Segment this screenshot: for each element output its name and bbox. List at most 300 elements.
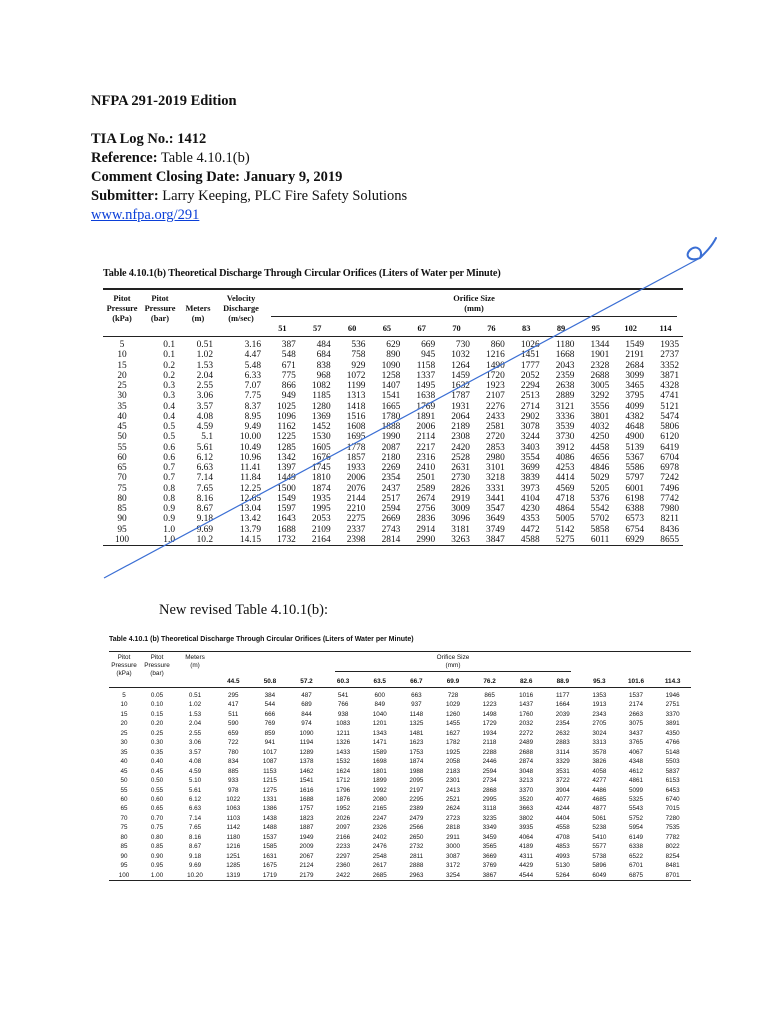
- new-table-row: [109, 767, 691, 776]
- old-table-cell: 2826: [451, 483, 470, 494]
- new-table-cell: 666: [264, 710, 276, 718]
- old-table-cell: 4569: [555, 483, 575, 494]
- new-table-cell: 5099: [629, 786, 644, 794]
- old-table-cell: 1264: [451, 360, 470, 371]
- new-table-cell: 5.61: [188, 786, 202, 794]
- new-table-cell: 5896: [592, 862, 607, 870]
- new-table-cell: 1029: [445, 701, 460, 709]
- old-table-cell: 1605: [311, 442, 331, 453]
- old-table-cell: 1490: [486, 360, 505, 371]
- old-table-cell: 2064: [451, 411, 470, 422]
- old-table-row: [103, 381, 683, 391]
- new-table-cell: 2179: [299, 871, 314, 879]
- old-table-cell: 70: [117, 473, 127, 484]
- old-table-cell: 25: [117, 381, 127, 391]
- new-table-cell: 1331: [262, 795, 277, 803]
- new-size-row: [109, 678, 691, 688]
- old-table-cell: 0.8: [163, 483, 175, 494]
- old-table-row: [103, 473, 683, 483]
- new-table-cell: 1437: [519, 701, 534, 709]
- new-table-row: [109, 842, 691, 851]
- old-table-cell: 13.04: [239, 504, 261, 514]
- old-table-cell: 0.7: [163, 463, 175, 473]
- new-table-cell: 4766: [665, 739, 680, 747]
- new-table-cell: 1488: [262, 824, 277, 832]
- old-table-cell: 2743: [381, 524, 401, 535]
- new-size-header: 76.2: [471, 678, 508, 688]
- new-table-cell: 2247: [372, 814, 387, 822]
- old-table-cell: 2076: [346, 483, 366, 494]
- new-table-cell: 0.80: [150, 833, 164, 841]
- new-table-cell: 1481: [409, 729, 424, 737]
- old-table-cell: 1530: [311, 432, 331, 443]
- new-table-cell: 3459: [482, 833, 497, 841]
- new-table-cell: 865: [484, 692, 495, 699]
- old-table-cell: 1096: [277, 411, 296, 422]
- new-table-cell: 1326: [336, 739, 351, 747]
- new-table-cell: 1688: [299, 795, 314, 803]
- old-table-cell: 684: [316, 350, 331, 361]
- new-table-cell: 1913: [592, 701, 607, 709]
- new-table-cell: 80: [120, 833, 128, 841]
- old-table-cell: 860: [490, 340, 505, 350]
- new-table-cell: 4544: [519, 871, 534, 879]
- old-table-cell: 7242: [660, 473, 679, 484]
- old-table-cell: 3554: [520, 452, 540, 463]
- new-table-cell: 1177: [556, 692, 570, 699]
- new-table-cell: 3349: [482, 824, 497, 832]
- new-table-row: [109, 852, 691, 861]
- old-table-cell: 3795: [625, 391, 645, 402]
- old-table-cell: 3649: [486, 514, 505, 525]
- old-table-cell: 2043: [555, 360, 575, 371]
- new-table-cell: 5543: [629, 805, 644, 813]
- new-table-cell: 4077: [555, 795, 570, 803]
- old-table-cell: 2337: [346, 524, 366, 535]
- old-table-cell: 536: [351, 340, 366, 350]
- new-table-cell: 1498: [482, 710, 497, 718]
- old-table-cell: 2275: [346, 514, 366, 525]
- old-table-cell: 1082: [311, 381, 331, 391]
- new-table-cell: 2166: [336, 833, 351, 841]
- new-table-cell: 769: [264, 720, 276, 728]
- old-table-cell: 5.48: [244, 360, 261, 371]
- new-table-cell: 0.55: [150, 786, 164, 794]
- handwritten-mark-icon: [688, 238, 716, 259]
- old-table-cell: 5376: [590, 493, 610, 504]
- new-table-cell: 1378: [299, 758, 314, 766]
- new-table-cell: 978: [228, 786, 239, 794]
- old-table-cell: 1418: [346, 401, 366, 412]
- old-table-cell: 3244: [520, 432, 540, 443]
- old-table-cell: 4846: [590, 463, 610, 473]
- new-size-header: 114.3: [654, 678, 691, 688]
- new-table-cell: 3235: [482, 814, 497, 822]
- new-table-cell: 8.67: [188, 843, 202, 851]
- old-table-cell: 2420: [451, 442, 470, 453]
- new-table-cell: 2343: [592, 710, 607, 718]
- old-size-header: 67: [404, 324, 439, 337]
- old-table-cell: 3403: [520, 442, 540, 453]
- new-table-cell: 1664: [555, 701, 570, 709]
- old-table-cell: 548: [281, 350, 296, 361]
- old-table-cell: 2756: [416, 504, 436, 514]
- new-table-cell: 0.20: [150, 720, 164, 728]
- new-table-cell: 2295: [409, 795, 424, 803]
- new-table-cell: 25: [120, 729, 128, 737]
- new-table-cell: 0.10: [150, 701, 164, 709]
- old-table-cell: 3801: [590, 411, 610, 422]
- new-table-cell: 1823: [299, 814, 314, 822]
- new-table-cell: 1325: [409, 720, 424, 728]
- new-table-cell: 1537: [629, 692, 644, 699]
- new-table-cell: 1260: [445, 710, 460, 718]
- old-table-cell: 2052: [520, 370, 540, 381]
- new-size-header: 60.3: [325, 678, 362, 688]
- old-table-cell: 1778: [346, 442, 366, 453]
- new-table-cell: 3172: [445, 862, 460, 870]
- new-table-cell: 4612: [629, 767, 644, 775]
- old-table-cell: 1280: [311, 401, 331, 412]
- old-table-cell: 2189: [451, 422, 470, 432]
- new-table-cell: 2521: [445, 795, 460, 803]
- old-table-cell: 484: [316, 340, 331, 350]
- new-table-row: [109, 795, 691, 804]
- new-table-cell: 3578: [592, 748, 607, 756]
- old-table-cell: 1025: [277, 401, 296, 412]
- old-table-row: [103, 504, 683, 514]
- old-table-cell: 6120: [660, 432, 679, 443]
- new-table-cell: 4064: [519, 833, 534, 841]
- old-table-cell: 3352: [660, 360, 679, 371]
- old-table-cell: 3730: [555, 432, 575, 443]
- old-table-cell: 6754: [625, 524, 645, 535]
- old-table-cell: 6198: [625, 493, 645, 504]
- new-table-cell: 3935: [519, 824, 534, 832]
- new-table-cell: 1251: [226, 852, 241, 860]
- old-table-cell: 4250: [590, 432, 610, 443]
- new-table-cell: 4486: [592, 786, 607, 794]
- new-table-cell: 0.85: [150, 843, 164, 851]
- new-table-cell: 2476: [372, 843, 387, 851]
- old-table-cell: 2269: [381, 463, 401, 473]
- old-table-cell: 6.12: [196, 452, 213, 463]
- new-table-cell: 590: [228, 720, 239, 728]
- old-table-cell: 8.37: [244, 401, 261, 412]
- old-table-cell: 2589: [416, 483, 436, 494]
- old-table-cell: 60: [117, 452, 127, 463]
- old-table-cell: 2669: [381, 514, 401, 525]
- new-table-cell: 1275: [262, 786, 277, 794]
- new-table-cell: 1757: [299, 805, 314, 813]
- old-table-cell: 2006: [416, 422, 436, 432]
- old-table-cell: 1891: [416, 411, 436, 422]
- old-table-block: [103, 268, 683, 546]
- old-table-cell: 1032: [451, 350, 470, 361]
- new-table-cell: 3663: [519, 805, 534, 813]
- old-table-cell: 2006: [346, 473, 366, 484]
- new-table-cell: 4.08: [188, 758, 202, 766]
- old-table-cell: 9.69: [196, 524, 213, 535]
- new-table-cell: 0.75: [150, 824, 164, 832]
- old-table-cell: 7.07: [244, 381, 261, 391]
- new-table-cell: 3254: [445, 871, 460, 879]
- new-table-cell: 3075: [629, 720, 644, 728]
- old-table-cell: 1888: [381, 422, 401, 432]
- old-table-row: [103, 453, 683, 463]
- old-table-cell: 5275: [555, 534, 575, 545]
- new-table-cell: 6453: [665, 786, 680, 794]
- new-table-cell: 1949: [299, 833, 314, 841]
- new-table-cell: 2301: [445, 777, 460, 785]
- old-table-cell: 3331: [486, 483, 505, 494]
- new-table-cell: 55: [120, 786, 128, 794]
- new-table-cell: 1585: [262, 843, 277, 851]
- old-table-cell: 4.08: [196, 411, 213, 422]
- new-table-cell: 1153: [263, 767, 277, 775]
- old-table-cell: 3547: [486, 504, 505, 514]
- new-table-cell: 728: [447, 692, 459, 699]
- new-table-cell: 7015: [665, 805, 680, 813]
- new-table-cell: 1215: [262, 777, 277, 785]
- new-table-cell: 384: [264, 692, 276, 699]
- old-table-cell: 1549: [625, 340, 645, 350]
- new-table-cell: 937: [411, 701, 422, 709]
- new-table-row: [109, 700, 691, 709]
- new-table-cell: 0.65: [150, 805, 164, 813]
- old-table-cell: 55: [117, 442, 127, 453]
- old-table-cell: 2164: [311, 534, 331, 545]
- old-table-cell: 15: [117, 360, 127, 371]
- submitter-line: [91, 187, 691, 206]
- new-table-row: [109, 823, 691, 832]
- new-table-cell: 4877: [592, 805, 607, 813]
- old-table-cell: 5474: [660, 411, 679, 422]
- new-h-meters: Meters (m): [185, 654, 205, 669]
- old-table-cell: 7496: [660, 483, 679, 494]
- new-table-cell: 511: [228, 710, 239, 718]
- new-table-cell: 2118: [482, 739, 497, 747]
- old-table-cell: 4.47: [244, 350, 261, 361]
- old-table-cell: 7.75: [244, 391, 261, 402]
- old-table-cell: 3005: [590, 381, 610, 391]
- old-table-cell: 1931: [451, 401, 470, 412]
- old-table-cell: 65: [117, 463, 127, 473]
- old-table-cell: 2737: [660, 350, 679, 361]
- new-table-cell: 659: [228, 729, 239, 737]
- new-table-cell: 1589: [372, 748, 387, 756]
- old-table-cell: 0.4: [163, 401, 175, 412]
- old-table-cell: 13.79: [239, 524, 261, 535]
- old-table-cell: 1452: [311, 422, 331, 432]
- old-table-cell: 45: [117, 422, 127, 432]
- new-table-row: [109, 871, 691, 880]
- edition-title: NFPA 291-2019 Edition: [91, 93, 237, 109]
- new-table-cell: 3.06: [188, 739, 202, 747]
- new-table-cell: 3370: [519, 786, 534, 794]
- new-table-cell: 9.18: [188, 852, 202, 860]
- new-table-cell: 2297: [336, 852, 351, 860]
- old-table-cell: 4086: [555, 452, 575, 463]
- new-table-cell: 1623: [409, 739, 424, 747]
- old-table-cell: 4458: [590, 442, 610, 453]
- new-table-cell: 8254: [665, 852, 680, 860]
- tia-label: TIA Log No.:: [91, 131, 174, 147]
- old-table-cell: 890: [386, 350, 401, 361]
- old-table-cell: 5029: [590, 473, 610, 484]
- new-table-cell: 1083: [336, 720, 351, 728]
- old-table-cell: 2814: [381, 534, 401, 545]
- new-table-cell: 30: [120, 739, 128, 747]
- new-table-cell: 1142: [226, 824, 241, 832]
- new-table-cell: 75: [120, 824, 128, 832]
- new-table-cell: 2874: [519, 758, 534, 766]
- closing-value: January 9, 2019: [243, 169, 343, 185]
- old-table-row: [103, 361, 683, 371]
- new-table-cell: 8.16: [188, 833, 202, 841]
- old-table-cell: 4104: [520, 493, 540, 504]
- new-table-cell: 1675: [262, 862, 277, 870]
- old-table-cell: 2.04: [196, 370, 213, 381]
- new-table-cell: 2009: [299, 843, 314, 851]
- new-table-cell: 3024: [592, 729, 607, 737]
- new-table-cell: 1532: [336, 758, 351, 766]
- new-table-cell: 1537: [262, 833, 277, 841]
- old-table-cell: 1720: [486, 370, 505, 381]
- old-table-cell: 1258: [381, 370, 401, 381]
- old-table-cell: 2107: [486, 391, 505, 402]
- new-table-cell: 6.63: [188, 805, 202, 813]
- old-table-cell: 2114: [416, 432, 436, 443]
- new-table-cell: 15: [120, 710, 128, 718]
- new-table-cell: 2632: [555, 729, 570, 737]
- new-size-header: 44.5: [215, 678, 252, 688]
- old-table-cell: 3539: [555, 422, 575, 432]
- old-table-cell: 4414: [555, 473, 575, 484]
- new-table-cell: 3213: [519, 777, 534, 785]
- new-table-cell: 2067: [299, 852, 314, 860]
- old-table-cell: 949: [281, 391, 296, 402]
- old-table-cell: 2517: [381, 493, 401, 504]
- old-size-header: 76: [474, 324, 509, 337]
- new-h-pitot-2: Pitot Pressure (bar): [144, 654, 170, 677]
- new-table-cell: 2.55: [188, 729, 202, 737]
- old-table-cell: 2.55: [196, 381, 213, 391]
- old-table-row: [103, 463, 683, 473]
- old-table-cell: 100: [114, 534, 130, 545]
- old-table-cell: 1313: [346, 391, 366, 402]
- old-table-cell: 5702: [590, 514, 610, 525]
- old-table-cell: 1665: [381, 401, 401, 412]
- new-table-cell: 2233: [336, 843, 351, 851]
- old-table-cell: 0.1: [163, 350, 175, 361]
- old-table-row: [103, 443, 683, 453]
- new-table-cell: 3329: [555, 758, 570, 766]
- old-table-cell: 4032: [590, 422, 610, 432]
- old-table-cell: 0.9: [163, 504, 175, 514]
- new-table-cell: 8701: [665, 871, 680, 879]
- new-table-cell: 0.40: [150, 758, 164, 766]
- new-table-cell: 2032: [519, 720, 534, 728]
- new-h-pitot-1: Pitot Pressure (kPa): [111, 654, 137, 677]
- old-table-cell: 4588: [520, 534, 540, 545]
- new-size-header: 63.5: [361, 678, 398, 688]
- old-table-cell: 3336: [555, 411, 575, 422]
- new-table-cell: 689: [301, 701, 312, 709]
- new-table-cell: 1719: [262, 871, 277, 879]
- old-table-cell: 3.06: [196, 391, 213, 402]
- new-table-cell: 4350: [665, 729, 680, 737]
- old-table-cell: 1632: [451, 381, 470, 391]
- new-table-cell: 1729: [482, 720, 497, 728]
- new-table-cell: 2097: [336, 824, 351, 832]
- old-table-cell: 1777: [520, 360, 540, 371]
- new-table-row: [109, 814, 691, 823]
- old-h-pitot-2: Pitot Pressure (bar): [144, 294, 176, 323]
- new-table-cell: 1090: [299, 729, 314, 737]
- old-table-cell: 2316: [416, 452, 436, 463]
- new-table-cell: 834: [228, 758, 239, 766]
- old-size-header: 51: [265, 324, 300, 337]
- new-table-row: [109, 833, 691, 842]
- old-table-cell: 2684: [625, 360, 645, 371]
- new-table-cell: 1627: [445, 729, 460, 737]
- old-table-cell: 945: [421, 350, 436, 361]
- new-table-cell: 844: [301, 710, 312, 718]
- old-table-cell: 1026: [520, 340, 540, 350]
- old-table-cell: 3.16: [244, 340, 261, 350]
- old-table-cell: 3912: [555, 442, 575, 453]
- old-size-header: 89: [544, 324, 579, 337]
- new-table-cell: 1631: [262, 852, 277, 860]
- old-table-cell: 4718: [555, 493, 575, 504]
- new-table-cell: 2489: [519, 739, 534, 747]
- nfpa-link[interactable]: www.nfpa.org/291: [91, 207, 200, 223]
- new-table-cell: 1319: [226, 871, 241, 879]
- new-table-cell: 974: [301, 720, 312, 728]
- old-table-cell: 0.2: [163, 370, 175, 381]
- new-table-cell: 2663: [629, 710, 644, 718]
- old-table-cell: 10: [117, 350, 127, 361]
- new-table-cell: 3669: [482, 852, 497, 860]
- new-table-cell: 4311: [519, 852, 533, 860]
- new-table-cell: 2705: [592, 720, 607, 728]
- new-table-cell: 3722: [555, 777, 570, 785]
- old-table-cell: 2919: [451, 493, 470, 504]
- old-table-cell: 13.42: [239, 514, 261, 525]
- new-table-cell: 3904: [555, 786, 570, 794]
- new-table-cell: 6153: [665, 777, 680, 785]
- closing-label: Comment Closing Date:: [91, 169, 241, 185]
- old-table-cell: 11.84: [240, 473, 261, 484]
- old-table-row: [103, 535, 683, 545]
- new-table-cell: 5954: [629, 824, 644, 832]
- new-table-cell: 1796: [336, 786, 351, 794]
- new-table-cell: 722: [228, 739, 239, 747]
- old-table-row: [103, 371, 683, 381]
- old-table-cell: 1874: [311, 483, 331, 494]
- old-table-cell: 1516: [346, 411, 366, 422]
- new-table-cell: 3000: [445, 843, 460, 851]
- new-table-cell: 1211: [336, 729, 350, 737]
- new-table-cell: 4348: [629, 758, 644, 766]
- old-table-cell: 30: [117, 391, 127, 402]
- old-table-cell: 0.7: [163, 473, 175, 484]
- old-table-cell: 929: [351, 360, 366, 371]
- new-table-cell: 8022: [665, 843, 680, 851]
- old-table-body: [103, 337, 683, 546]
- old-table-cell: 2730: [451, 473, 470, 484]
